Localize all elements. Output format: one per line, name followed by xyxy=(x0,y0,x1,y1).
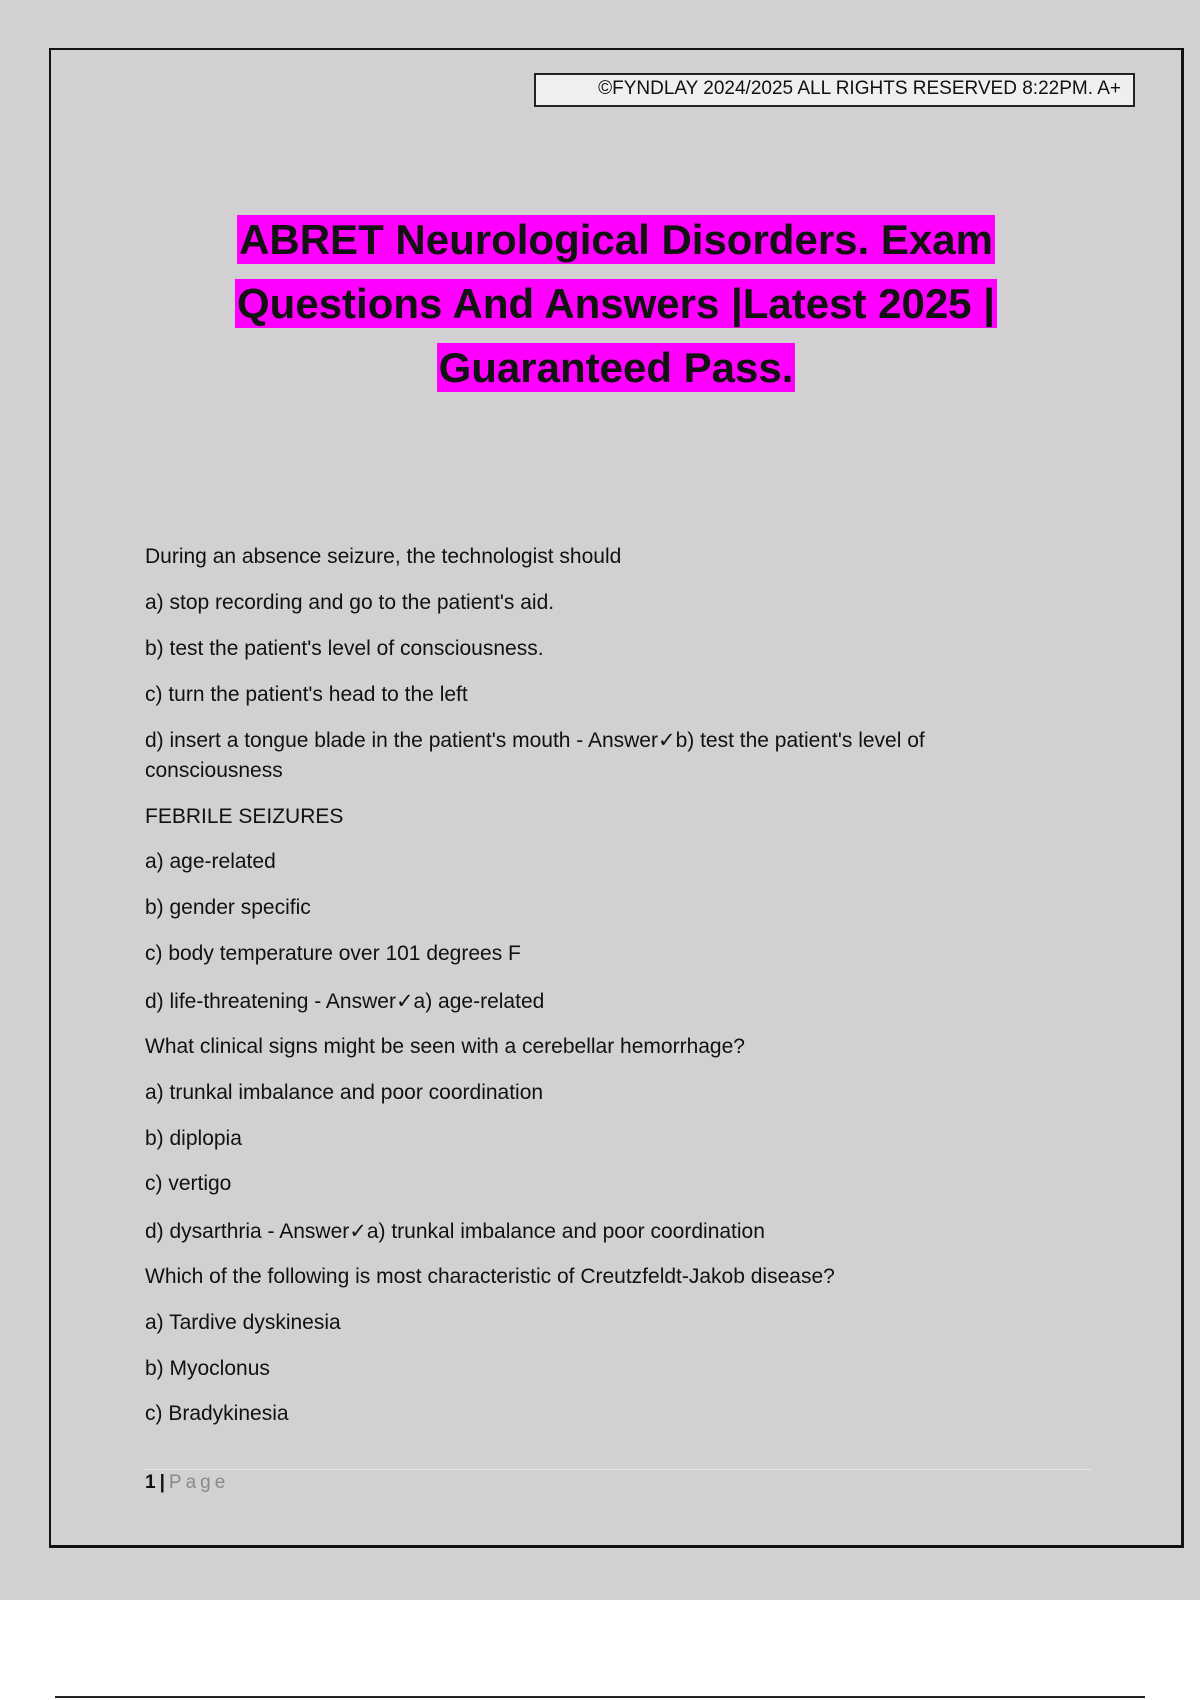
answer-option: c) turn the patient's head to the left xyxy=(145,683,468,706)
page-footer xyxy=(145,1472,229,1494)
answer-option: c) vertigo xyxy=(145,1172,232,1195)
answer-option: a) trunkal imbalance and poor coordination xyxy=(145,1081,544,1104)
title-line-1: ABRET Neurological Disorders. Exam xyxy=(239,216,993,263)
answer-option: b) test the patient's level of consciousness. xyxy=(145,637,544,660)
title-line-3: Guaranteed Pass. xyxy=(438,344,794,391)
answer-option: b) gender specific xyxy=(145,896,311,919)
question-text: What clinical signs might be seen with a cerebellar hemorrhage? xyxy=(145,1035,745,1058)
answer-option: c) Bradykinesia xyxy=(145,1402,289,1425)
question-text: During an absence seizure, the technologist should xyxy=(145,545,622,568)
document-title xyxy=(130,208,1102,400)
answer-option: b) diplopia xyxy=(145,1127,242,1150)
answer-option-with-key: d) life-threatening - Answer✓a) age-related xyxy=(145,990,545,1013)
answer-option: a) Tardive dyskinesia xyxy=(145,1311,341,1334)
answer-option-with-key: d) dysarthria - Answer✓a) trunkal imbalance and poor coordination xyxy=(145,1220,765,1243)
question-text: Which of the following is most characteristic of Creutzfeldt-Jakob disease? xyxy=(145,1265,835,1288)
next-page-rule xyxy=(55,1696,1145,1698)
copyright-text: ©FYNDLAY 2024/2025 ALL RIGHTS RESERVED 8:22PM. A+ xyxy=(598,78,1121,99)
copyright-header xyxy=(534,73,1135,107)
answer-option: a) age-related xyxy=(145,850,276,873)
title-line-2: Questions And Answers |Latest 2025 | xyxy=(237,280,995,327)
question-list xyxy=(145,542,1015,1429)
page-label: Page xyxy=(168,1472,230,1493)
question-text: FEBRILE SEIZURES xyxy=(145,805,344,828)
footer-divider xyxy=(145,1469,1091,1470)
answer-option-with-key: d) insert a tongue blade in the patient's mouth - Answer✓b) test the patient's level of consciousness xyxy=(145,729,925,782)
answer-option: c) body temperature over 101 degrees F xyxy=(145,942,521,965)
answer-option: b) Myoclonus xyxy=(145,1357,270,1380)
page-number: 1 xyxy=(145,1472,156,1493)
answer-option: a) stop recording and go to the patient's aid. xyxy=(145,591,555,614)
page-separator: | xyxy=(159,1472,165,1493)
